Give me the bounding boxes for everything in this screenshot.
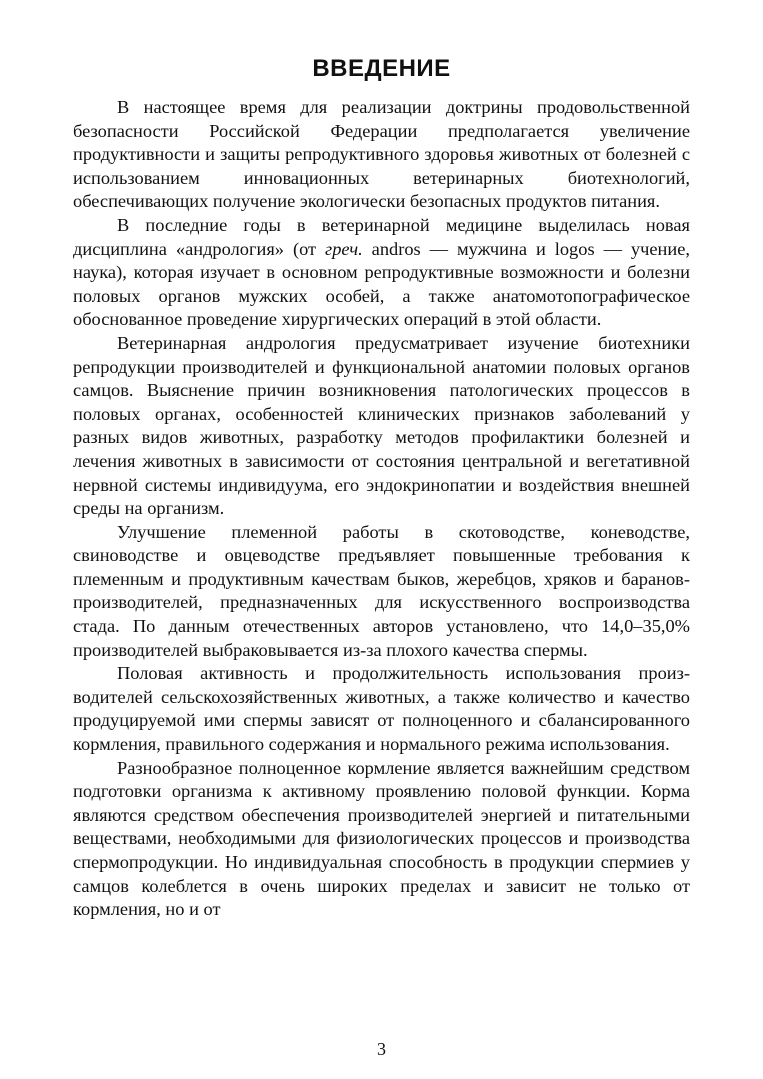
document-page xyxy=(73,52,690,922)
paragraph-2 xyxy=(73,214,690,332)
paragraph-6: Разнообразное полноценное кормление является важнейшим средством подготовки организма к активному проявлению половой функции. Корма являются средством обеспечения производителей энергией и питательными веществами, необходимыми для физиологических процессов и производства спермопродукции. Но индивидуальная способность в продукции спермиев у самцов колеблется в очень широких пределах и зависит не только от кормления, но и от xyxy=(73,757,690,920)
page-number: 3 xyxy=(377,1039,386,1059)
paragraph-2-text-before: В последние годы в ветеринарной медицине выделилась новая дисциплина «андрология» (от xyxy=(73,214,690,259)
page-title: ВВЕДЕНИЕ xyxy=(312,55,451,82)
paragraph-4: Улучшение племенной работы в скотоводстве, коневодстве, свиноводстве и овцеводстве предъявляет повышенные требования к племенным и продуктивным качествам быков, жеребцов, хряков и баранов-производителей, предназначенных для искусственного воспроизводства стада. По данным отечественных авторов установлено, что 14,0–35,0% производителей выбраковывается из-за плохого качества спермы. xyxy=(73,521,690,660)
paragraph-5: Половая активность и продолжительность использования производителей сельскохозяйственных животных, а также количество и качество продуцируемой ими спермы зависят от полноценного и сбалансированного кормления, правильного содержания и нормального режима использования. xyxy=(73,663,690,755)
paragraph-1: В настоящее время для реализации доктрины продовольственной безопасности Российской Федерации предполагается увеличение продуктивности и защиты репродуктивного здоровья животных от болезней с использованием инновационных ветеринарных биотехнологий, обеспечивающих получение экологически безопасных продуктов питания. xyxy=(73,97,690,212)
paragraph-2-italic-term: греч. xyxy=(325,238,363,259)
paragraph-3: Ветеринарная андрология предусматривает изучение биотехники репродукции производителей и функциональной анатомии половых органов самцов. Выяснение причин возникновения патологических процессов в половых органах, особенностей клинических признаков заболеваний у разных видов животных, разработку методов профилактики болезней и лечения животных в зависимости от состояния центральной и вегетативной нервной системы индивидуума, его эндокринопатии и воздействия внешней среды на организм. xyxy=(73,332,690,519)
paragraph-2-text-after: andros — мужчина и logos — учение, наука), которая изучает в основном репродуктивные возможности и болезни половых органов мужских особей, а также анатомотопографическое обоснованное проведение хирургических операций в этой области. xyxy=(73,238,690,330)
